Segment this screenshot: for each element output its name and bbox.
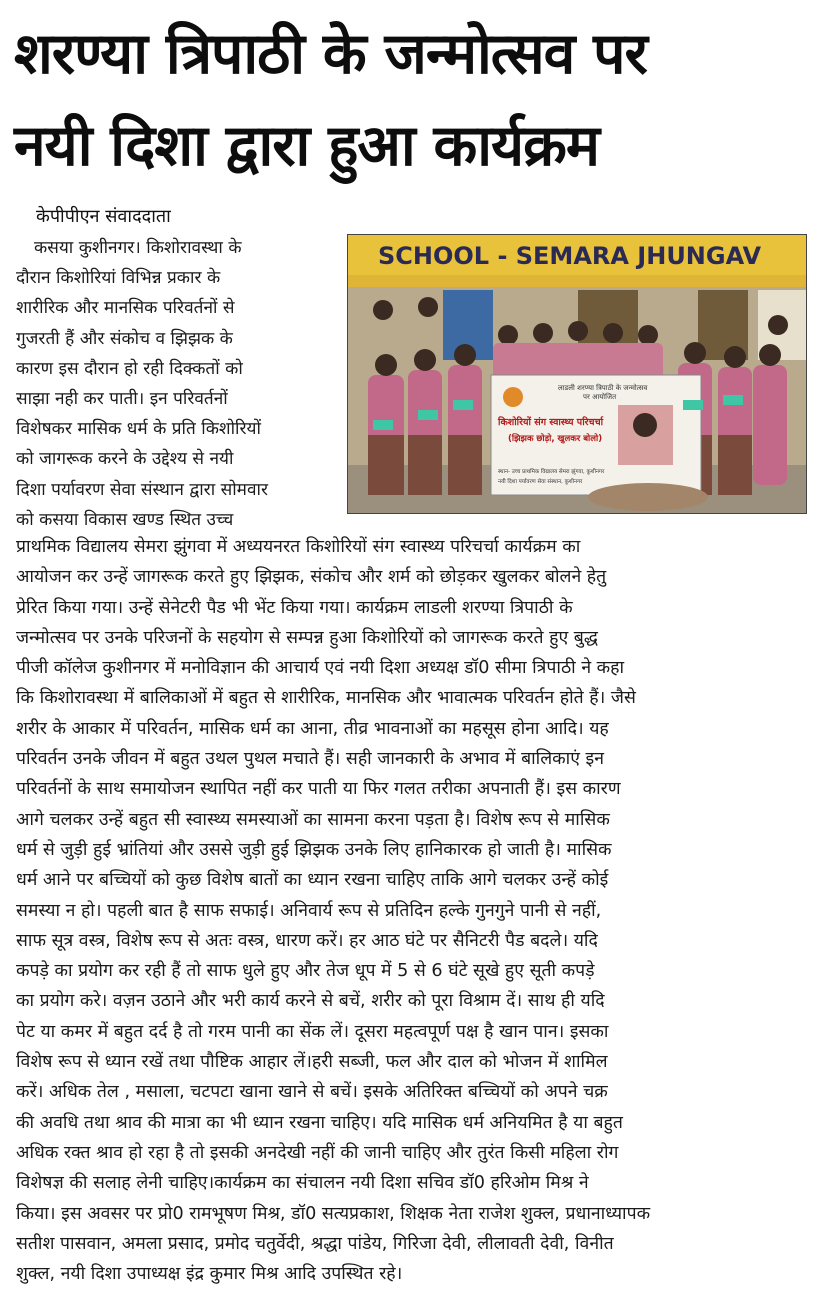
body-line: आगे चलकर उन्हें बहुत सी स्वास्थ्य समस्याओं का सामना करना पड़ता है। विशेष रूप से मासिक — [16, 809, 610, 830]
column-line: को कसया विकास खण्ड स्थित उच्च — [16, 509, 234, 530]
body-line: धर्म से जुड़ी हुई भ्रांतियां और उससे जुड़ी हुई झिझक उनके लिए हानिकारक हो जाती है। मासिक — [16, 839, 612, 860]
banner-footer: स्थान- उच्च प्राथमिक विद्यालय सेमरा झुंगवा, कुशीनगर — [498, 469, 605, 475]
body-line: परिवर्तनों के साथ समायोजन स्थापित नहीं कर पाती या फिर गलत तरीका अपनाती हैं। इस कारण — [16, 779, 621, 800]
body-line: पीजी कॉलेज कुशीनगर में मनोविज्ञान की आचार्य एवं नयी दिशा अध्यक्ष डॉ0 सीमा त्रिपाठी ने कहा — [16, 658, 625, 679]
body-line: किया। इस अवसर पर प्रो0 रामभूषण मिश्र, डॉ0 सत्यप्रकाश, शिक्षक नेता राजेश शुक्ल, प्रधानाध्यापक — [16, 1203, 651, 1224]
banner-subtitle: (झिझक छोड़ो, खुलकर बोलो) — [508, 434, 603, 444]
news-photo — [347, 234, 807, 514]
full-width-text — [16, 532, 809, 1289]
body-line: सतीश पासवान, अमला प्रसाद, प्रमोद चतुर्वेदी, श्रद्धा पांडेय, गिरिजा देवी, लीलावती देवी, विनीत — [16, 1233, 614, 1254]
banner-title: किशोरियों संग स्वास्थ्य परिचर्चा — [498, 417, 604, 428]
body-line: आयोजन कर उन्हें जागरूक करते हुए झिझक, संकोच और शर्म को छोड़कर खुलकर बोलने हेतु — [16, 567, 607, 588]
column-line: शारीरिक और मानसिक परिवर्तनों से — [16, 298, 235, 319]
byline: केपीपीएन संवाददाता — [36, 206, 171, 227]
column-line: को जागरूक करने के उद्देश्य से नयी — [16, 449, 234, 470]
body-line: करें। अधिक तेल , मसाला, चटपटा खाना खाने से बचें। इसके अतिरिक्त बच्चियों को अपने चक्र — [16, 1082, 608, 1103]
body-line: का प्रयोग करे। वज़न उठाने और भरी कार्य करने से बचें, शरीर को पूरा विश्राम दें। साथ ही यदि — [16, 991, 605, 1012]
body-line: साफ सूत्र वस्त्र, विशेष रूप से अतः वस्त्र, धारण करें। हर आठ घंटे पर सैनिटरी पैड बदले। यदि — [16, 930, 598, 951]
column-line: साझा नही कर पाती। इन परिवर्तनों — [16, 389, 228, 410]
body-line: जन्मोत्सव पर उनके परिजनों के सहयोग से सम्पन्न हुआ किशोरियों को जागरूक करते हुए बुद्ध — [16, 627, 598, 648]
banner-line-1: लाडली शरण्या त्रिपाठी के जन्मोत्सव — [558, 384, 648, 392]
headline-line-2: नयी दिशा द्वारा हुआ कार्यक्रम — [14, 113, 599, 179]
body-line: कपड़े का प्रयोग कर रही हैं तो साफ धुले हुए और तेज धूप में 5 से 6 घंटे सूखे हुए सूती कपड़े — [16, 961, 595, 982]
body-line: धर्म आने पर बच्चियों को कुछ विशेष बातों का ध्यान रखना चाहिए ताकि आगे चलकर उन्हें कोई — [16, 870, 609, 891]
body-line: की अवधि तथा श्राव की मात्रा का भी ध्यान रखना चाहिए। यदि मासिक धर्म अनियमित है या बहुत — [16, 1112, 623, 1133]
column-line: कसया कुशीनगर। किशोरावस्था के — [34, 238, 242, 258]
column-line: गुजरती हैं और संकोच व झिझक के — [16, 328, 233, 349]
body-line: प्रेरित किया गया। उन्हें सेनेटरी पैड भी भेंट किया गया। कार्यक्रम लाडली शरण्या त्रिपाठी के — [16, 597, 573, 618]
column-line: विशेषकर मासिक धर्म के प्रति किशोरियों — [16, 419, 261, 440]
body-line: शुक्ल, नयी दिशा उपाध्यक्ष इंद्र कुमार मिश्र आदि उपस्थित रहे। — [16, 1264, 403, 1285]
column-line: दिशा पर्यावरण सेवा संस्थान द्वारा सोमवार — [16, 479, 268, 500]
left-column-text — [16, 233, 334, 535]
column-line: दौरान किशोरियां विभिन्न प्रकार के — [16, 268, 221, 289]
banner-line-2: पर आयोजित — [583, 393, 617, 401]
body-line: प्राथमिक विद्यालय सेमरा झुंगवा में अध्ययनरत किशोरियों संग स्वास्थ्य परिचर्चा कार्यक्रम का — [16, 537, 581, 557]
headline-line-1: शरण्या त्रिपाठी के जन्मोत्सव पर — [14, 21, 647, 87]
body-line: पेट या कमर में बहुत दर्द है तो गरम पानी का सेंक लें। दूसरा महत्वपूर्ण पक्ष है खान पान। इसका — [16, 1021, 609, 1042]
body-line: विशेष रूप से ध्यान रखें तथा पौष्टिक आहार लें।हरी सब्जी, फल और दाल को भोजन में शामिल — [16, 1052, 608, 1073]
body-line: विशेषज्ञ की सलाह लेनी चाहिए।कार्यक्रम का संचालन नयी दिशा सचिव डॉ0 हरिओम मिश्र ने — [16, 1173, 589, 1194]
banner-org: नयी दिशा पर्यावरण सेवा संस्थान, कुशीनगर — [498, 479, 583, 485]
body-line: कि किशोरावस्था में बालिकाओं में बहुत से शारीरिक, मानसिक और भावात्मक परिवर्तन होते हैं। जैसे — [16, 688, 636, 709]
body-line: समस्या न हो। पहली बात है साफ सफाई। अनिवार्य रूप से प्रतिदिन हल्के गुनगुने पानी से नहीं, — [16, 900, 602, 921]
column-line: कारण इस दौरान हो रही दिक्कतों को — [16, 358, 243, 379]
school-sign: SCHOOL - SEMARA JHUNGAV — [378, 242, 762, 270]
headline — [14, 8, 814, 192]
body-line: परिवर्तन उनके जीवन में बहुत उथल पुथल मचाते हैं। सही जानकारी के अभाव में बालिकाएं इन — [16, 749, 604, 770]
body-line: शरीर के आकार में परिवर्तन, मासिक धर्म का आना, तीव्र भावनाओं का महसूस होना आदि। यह — [16, 718, 609, 739]
body-line: अधिक रक्त श्राव हो रहा है तो इसकी अनदेखी नहीं की जानी चाहिए और तुरंत किसी महिला रोग — [16, 1142, 619, 1163]
